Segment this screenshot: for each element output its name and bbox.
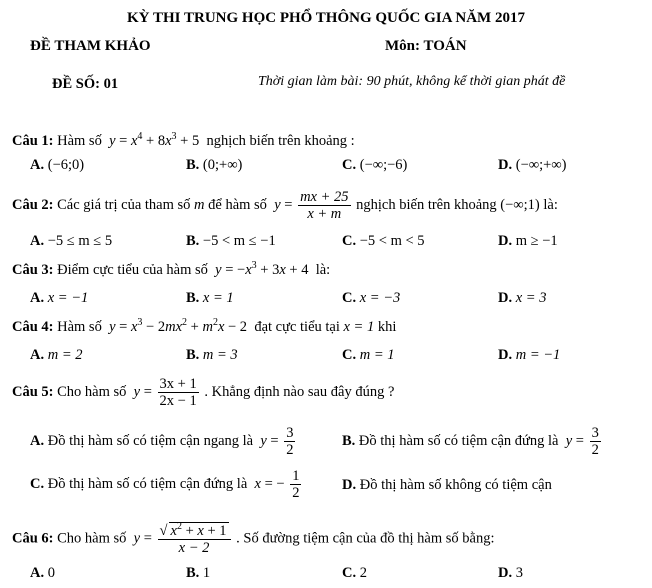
option-b[interactable]: B. (0;+∞) [186,157,243,173]
option-d[interactable]: D. Đồ thị hàm số không có tiệm cận [342,477,552,493]
question-4: Câu 4: Hàm số $y = x^3 - 2mx^2 + m^2x - 2$ đạt cực tiểu tại x = 1 khi [12,317,397,335]
option-a[interactable]: A. (−6;0) [30,157,85,173]
subject: Môn: TOÁN [385,38,467,54]
question-6: Câu 6: Cho hàm số y = $\frac{√ x^2 + x + 1}{x - 2}$ . Số đường tiệm cận của đồ thị hàm số bằng: [12,521,495,556]
answer-row [0,347,652,367]
question-label: Câu 1: [12,133,54,149]
option-c[interactable]: C. (−∞;−6) [342,157,408,173]
option-a[interactable]: A. x = −1 [30,290,89,306]
question-label: Câu 2: [12,196,54,213]
option-b[interactable]: B. x = 1 [186,290,234,306]
math-expression: y [105,133,116,149]
answer-row [0,157,652,177]
answer-row [0,290,652,310]
fraction: $\frac{mx + 25}{x + m}$ [300,189,349,222]
question-label: Câu 4: [12,319,54,335]
question-3: Câu 3: Điểm cực tiểu của hàm số $y = -x^3 + 3x + 4$ là: [12,260,331,278]
question-text: Hàm số [57,133,102,149]
fraction: $\frac{3x + 1}{2x - 1}$ [159,376,197,409]
option-b[interactable]: B. −5 < m ≤ −1 [186,233,276,249]
option-a[interactable]: A. −5 ≤ m ≤ 5 [30,233,113,249]
option-d[interactable]: D. m = −1 [498,347,561,363]
option-c[interactable]: C. −5 < m < 5 [342,233,425,249]
option-d[interactable]: D. x = 3 [498,290,547,306]
option-c[interactable]: C. x = −3 [342,290,401,306]
option-a[interactable]: A. 0 [30,565,55,581]
question-2: Câu 2: Các giá trị của tham số m để hàm số y = $\frac{mx + 25}{x + m}$ nghịch biến trên khoảng (−∞;1) là: [12,189,558,222]
answer-row [0,565,652,585]
option-d[interactable]: D. m ≥ −1 [498,233,558,249]
exam-number: ĐỀ SỐ: 01 [52,76,119,92]
question-label: Câu 3: [12,262,54,278]
question-label: Câu 5: [12,383,54,400]
option-a[interactable]: A. m = 2 [30,347,83,363]
question-5: Câu 5: Cho hàm số y = $\frac{3x + 1}{2x - 1}$ . Khẳng định nào sau đây đúng ? [12,376,395,409]
question-text: nghịch biến trên khoảng : [206,133,355,149]
option-a[interactable]: A. Đồ thị hàm số có tiệm cận ngang là y = $\frac{3}{2}$ [30,425,294,458]
answer-row [0,233,652,253]
exam-type: ĐỀ THAM KHẢO [30,38,151,54]
option-b[interactable]: B. m = 3 [186,347,238,363]
question-label: Câu 6: [12,530,54,547]
time-note: Thời gian làm bài: 90 phút, không kể thời gian phát đề [258,74,566,89]
exam-title: KỲ THI TRUNG HỌC PHỔ THÔNG QUỐC GIA NĂM 2017 [127,10,525,26]
option-b[interactable]: B. 1 [186,565,211,581]
option-c[interactable]: C. Đồ thị hàm số có tiệm cận đứng là x = − $\frac{1}{2}$ [30,468,300,501]
option-b[interactable]: B. Đồ thị hàm số có tiệm cận đứng là y = $\frac{3}{2}$ [342,425,599,458]
question-1: Câu 1: Hàm số $y = x^4 + 8x^3 + 5$ nghịch biến trên khoảng : [12,131,355,149]
option-d[interactable]: D. (−∞;+∞) [498,157,567,173]
option-c[interactable]: C. 2 [342,565,367,581]
option-c[interactable]: C. m = 1 [342,347,395,363]
option-d[interactable]: D. 3 [498,565,523,581]
fraction: $\frac{√ x^2 + x + 1}{x - 2}$ [158,522,231,556]
